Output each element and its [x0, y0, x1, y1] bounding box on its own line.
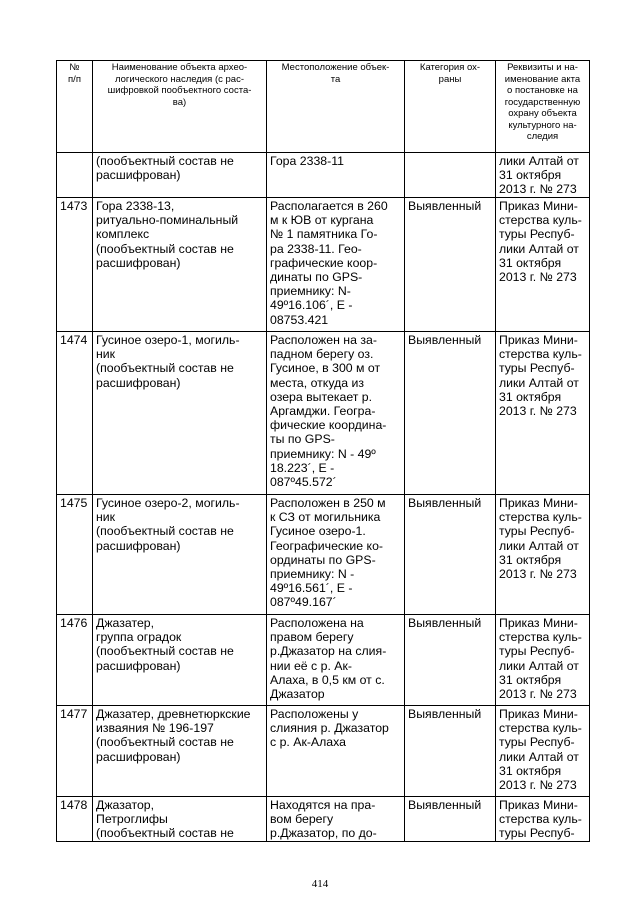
table-row: [57, 198, 590, 332]
protection-category: Выявленный: [405, 495, 496, 615]
table-row: [57, 153, 590, 198]
table-row: [57, 615, 590, 706]
table-row: [57, 797, 590, 842]
object-location: Находятся на пра- вом берегу р.Джазатор, по до-: [267, 797, 405, 842]
protection-category: Выявленный: [405, 706, 496, 797]
act-details: Приказ Мини- стерства куль- туры Респуб- лики Алтай от 31 октября 2013 г. № 273: [496, 495, 590, 615]
protection-category: [405, 153, 496, 198]
table-row: [57, 706, 590, 797]
object-location: Расположен на за- падном берегу оз. Гусиное, в 300 м от места, откуда из озера вытекает р. Аргамджи. Геогра- фические координа- ты по GPS- приемнику: N - 49º 18.223´, E - 087º45.572´: [267, 332, 405, 495]
header-category: Категория ох- раны: [405, 61, 496, 153]
object-location: Располагается в 260 м к ЮВ от кургана № 1 памятника Го- ра 2338-11. Гео- графические коор- динаты по GPS- приемнику: N- 49º16.106´, E - 08753.421: [267, 198, 405, 332]
protection-category: Выявленный: [405, 198, 496, 332]
row-number: 1474: [57, 332, 93, 495]
row-number: 1478: [57, 797, 93, 842]
object-name: Гусиное озеро-1, могиль- ник (пообъектный состав не расшифрован): [93, 332, 267, 495]
protection-category: Выявленный: [405, 797, 496, 842]
act-details: Приказ Мини- стерства куль- туры Респуб- лики Алтай от 31 октября 2013 г. № 273: [496, 706, 590, 797]
object-location: Расположены у слияния р. Джазатор с р. Ак-Алаха: [267, 706, 405, 797]
header-act-details: Реквизиты и на- именование акта о постановке на государственную охрану объекта культурного на- следия: [496, 61, 590, 153]
act-details: Приказ Мини- стерства куль- туры Респуб- лики Алтай от 31 октября 2013 г. № 273: [496, 198, 590, 332]
page-number: 414: [311, 878, 329, 890]
protection-category: Выявленный: [405, 615, 496, 706]
row-number: 1476: [57, 615, 93, 706]
row-number: [57, 153, 93, 198]
header-location: Местоположение объек- та: [267, 61, 405, 153]
object-name: Джазатер, группа оградок (пообъектный состав не расшифрован): [93, 615, 267, 706]
act-details: Приказ Мини- стерства куль- туры Респуб- лики Алтай от 31 октября 2013 г. № 273: [496, 332, 590, 495]
act-details: Приказ Мини- стерства куль- туры Респуб-: [496, 797, 590, 842]
table-header-row: [57, 61, 590, 153]
object-name: (пообъектный состав не расшифрован): [93, 153, 267, 198]
act-details: лики Алтай от 31 октября 2013 г. № 273: [496, 153, 590, 198]
object-location: Расположен в 250 м к СЗ от могильника Гусиное озеро-1. Географические ко- ординаты по GPS- приемнику: N - 49º16.561´, E - 087º49.167´: [267, 495, 405, 615]
table-row: [57, 495, 590, 615]
object-location: Расположена на правом берегу р.Джазатор на слия- нии её с р. Ак- Алаха, в 0,5 км от с. Джазатор: [267, 615, 405, 706]
act-details: Приказ Мини- стерства куль- туры Респуб- лики Алтай от 31 октября 2013 г. № 273: [496, 615, 590, 706]
object-name: Гусиное озеро-2, могиль- ник (пообъектный состав не расшифрован): [93, 495, 267, 615]
row-number: 1477: [57, 706, 93, 797]
table-row: [57, 332, 590, 495]
row-number: 1475: [57, 495, 93, 615]
object-name: Джазатор, Петроглифы (пообъектный состав не: [93, 797, 267, 842]
object-name: Джазатер, древнетюркские изваяния № 196-197 (пообъектный состав не расшифрован): [93, 706, 267, 797]
header-number: № п/п: [57, 61, 93, 153]
protection-category: Выявленный: [405, 332, 496, 495]
object-location: Гора 2338-11: [267, 153, 405, 198]
header-object-name: Наименование объекта архео- логического наследия (с рас- шифровкой пообъектного соста- ва): [93, 61, 267, 153]
object-name: Гора 2338-13, ритуально-поминальный комплекс (пообъектный состав не расшифрован): [93, 198, 267, 332]
heritage-registry-table: [56, 60, 590, 842]
row-number: 1473: [57, 198, 93, 332]
